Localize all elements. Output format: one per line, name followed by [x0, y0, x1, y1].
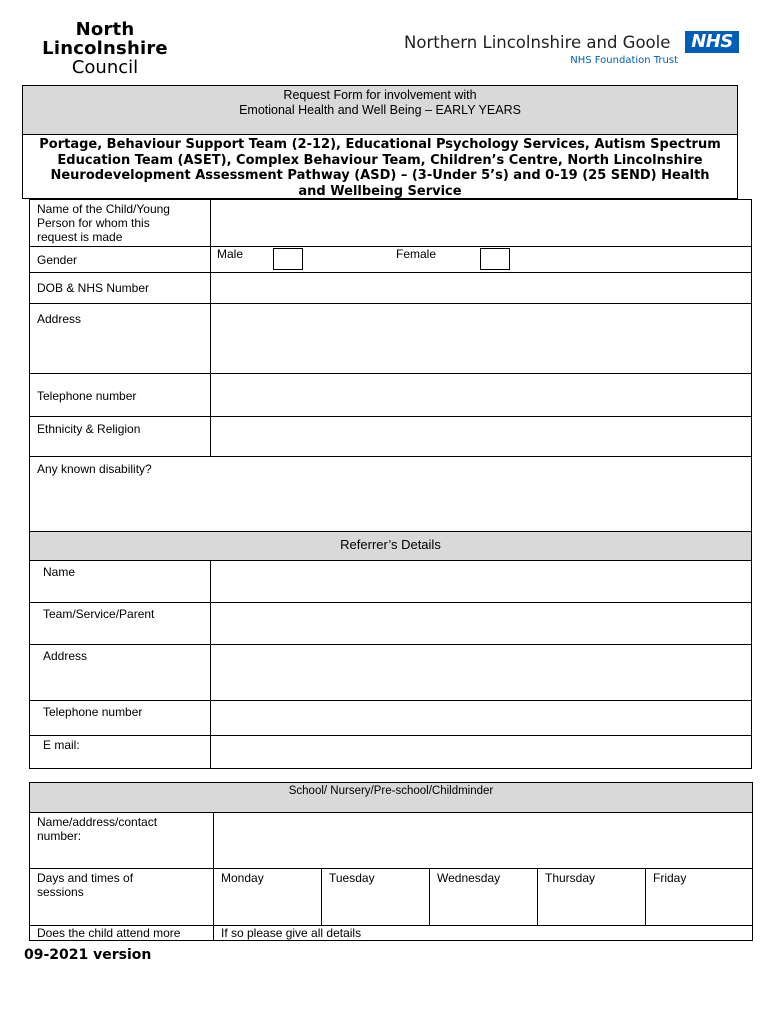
version-label: 09-2021 version — [24, 947, 152, 963]
day-cell-thursday[interactable] — [537, 868, 646, 926]
referrer-heading: Referrer’s Details — [29, 531, 752, 561]
day-cell-friday[interactable] — [645, 868, 753, 926]
referrer-address-label-cell — [29, 644, 211, 701]
school-name-label-cell — [29, 812, 214, 869]
telephone-label: Telephone number — [37, 389, 137, 403]
school-name-field[interactable] — [213, 812, 753, 869]
day-label-friday: Friday — [653, 871, 687, 885]
school-attend-label: Does the child attend more — [37, 926, 181, 940]
referrer-address-label: Address — [43, 649, 88, 663]
ethnicity-field[interactable] — [210, 416, 752, 457]
address-label: Address — [37, 312, 82, 326]
referrer-telephone-label-cell — [29, 700, 211, 736]
form-title-line2: Emotional Health and Well Being – EARLY YEARS — [239, 103, 521, 117]
day-label-monday: Monday — [221, 871, 264, 885]
referrer-team-label-cell — [29, 602, 211, 645]
dob-label-cell — [29, 272, 211, 304]
form-title-line1: Request Form for involvement with — [283, 88, 477, 102]
day-label-wednesday: Wednesday — [437, 871, 501, 885]
gender-field — [210, 246, 752, 273]
child-name-field[interactable] — [210, 199, 752, 247]
council-logo-line2: Lincolnshire — [42, 38, 168, 59]
council-logo-line1: North — [75, 19, 135, 40]
gender-label-cell — [29, 246, 211, 273]
nhs-trust-subtitle: NHS Foundation Trust — [570, 55, 678, 66]
services-list: Portage, Behaviour Support Team (2-12), Educational Psychology Services, Autism Spectrum Education Team (ASET), Complex Behaviour Team, Children’s Centre, North Lincolnshire Neurodevelopment Assessment Pathway (ASD) – (3-Under 5’s) and 0-19 (25 SEND) Health and Wellbeing Service — [22, 135, 738, 199]
dob-field[interactable] — [210, 272, 752, 304]
referrer-email-label-cell — [29, 735, 211, 769]
address-label-cell — [29, 303, 211, 374]
telephone-label-cell — [29, 373, 211, 417]
female-checkbox[interactable] — [480, 248, 510, 270]
dob-label: DOB & NHS Number — [37, 281, 150, 295]
ethnicity-label: Ethnicity & Religion — [37, 422, 141, 436]
council-logo-line3: Council — [71, 57, 139, 78]
female-label: Female — [396, 247, 437, 261]
disability-label: Any known disability? — [37, 462, 152, 476]
day-cell-wednesday[interactable] — [429, 868, 538, 926]
referrer-team-field[interactable] — [210, 602, 752, 645]
day-cell-monday[interactable] — [213, 868, 322, 926]
referrer-address-field[interactable] — [210, 644, 752, 701]
male-checkbox[interactable] — [273, 248, 303, 270]
referrer-name-label: Name — [43, 565, 76, 579]
disability-field[interactable] — [29, 456, 752, 532]
address-field[interactable] — [210, 303, 752, 374]
school-name-label: Name/address/contact number: — [37, 815, 158, 843]
ethnicity-label-cell — [29, 416, 211, 457]
child-name-label-cell — [29, 199, 211, 247]
male-label: Male — [217, 247, 244, 261]
referrer-team-label: Team/Service/Parent — [43, 607, 155, 621]
day-label-thursday: Thursday — [545, 871, 596, 885]
form-title — [22, 85, 738, 135]
referrer-email-label: E mail: — [43, 738, 80, 752]
school-days-label-cell — [29, 868, 214, 926]
referrer-name-field[interactable] — [210, 560, 752, 603]
referrer-telephone-field[interactable] — [210, 700, 752, 736]
council-logo — [40, 20, 170, 77]
child-name-label: Name of the Child/Young Person for whom this request is made — [37, 202, 170, 244]
referrer-email-field[interactable] — [210, 735, 752, 769]
referrer-name-label-cell — [29, 560, 211, 603]
referrer-telephone-label: Telephone number — [43, 705, 143, 719]
gender-label: Gender — [37, 253, 78, 267]
school-days-label: Days and times of sessions — [37, 871, 134, 899]
nhs-logo: NHS — [685, 31, 739, 53]
school-attend-label-cell — [29, 925, 214, 941]
telephone-field[interactable] — [210, 373, 752, 417]
day-cell-tuesday[interactable] — [321, 868, 430, 926]
day-label-tuesday: Tuesday — [329, 871, 375, 885]
school-heading: School/ Nursery/Pre-school/Childminder — [29, 782, 753, 813]
school-attend-field[interactable] — [213, 925, 753, 941]
nhs-trust-name: Northern Lincolnshire and Goole — [404, 33, 671, 52]
school-attend-detail: If so please give all details — [221, 926, 362, 940]
